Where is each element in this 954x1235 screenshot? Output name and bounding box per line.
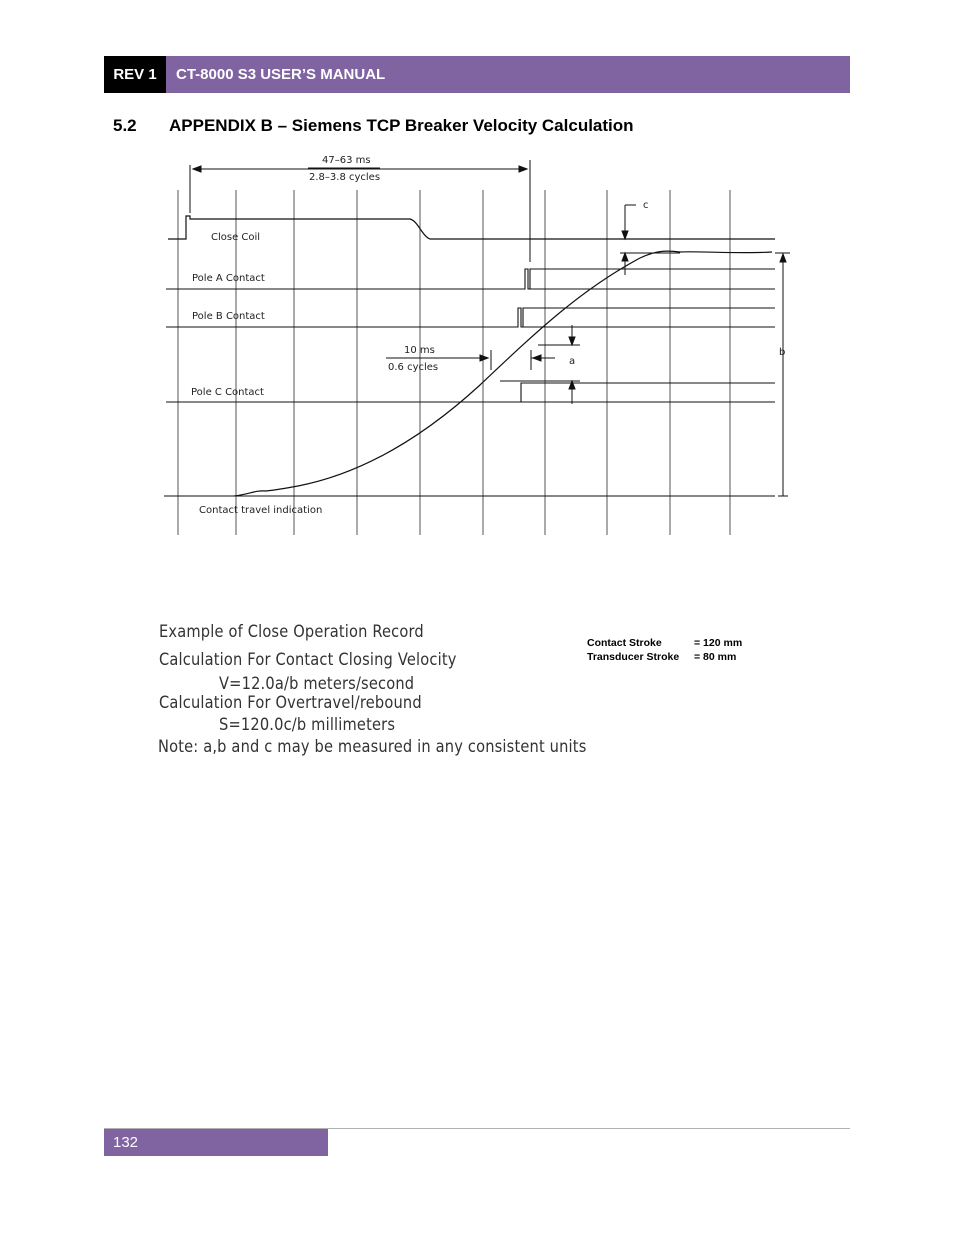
measure-a bbox=[500, 325, 580, 404]
measure-b bbox=[775, 253, 790, 496]
span-cycles-label: 2.8–3.8 cycles bbox=[309, 172, 381, 183]
pole-c-label: Pole C Contact bbox=[191, 387, 264, 398]
pole-b-label: Pole B Contact bbox=[192, 311, 265, 322]
page-number: 132 bbox=[113, 1134, 139, 1151]
revision-label: REV 1 bbox=[113, 66, 157, 83]
label-a: a bbox=[569, 356, 576, 367]
gap-ms-label: 10 ms bbox=[404, 345, 435, 356]
contact-travel-curve bbox=[234, 251, 772, 496]
section-title: APPENDIX B – Siemens TCP Breaker Velocity Calculation bbox=[169, 116, 634, 135]
label-c: c bbox=[643, 200, 649, 211]
note-velocity-heading: Calculation For Contact Closing Velocity bbox=[159, 650, 457, 670]
diagram-grid bbox=[178, 190, 730, 535]
timing-diagram bbox=[0, 0, 954, 560]
manual-title: CT-8000 S3 USER’S MANUAL bbox=[176, 66, 386, 83]
contact-stroke-label: Contact Stroke bbox=[587, 637, 662, 649]
close-coil-label: Close Coil bbox=[211, 232, 261, 243]
pole-a-label: Pole A Contact bbox=[192, 273, 265, 284]
note-example: Example of Close Operation Record bbox=[159, 622, 424, 642]
note-velocity-formula: V=12.0a/b meters/second bbox=[219, 674, 415, 694]
note-overtravel-formula: S=120.0c/b millimeters bbox=[219, 715, 396, 735]
transducer-stroke-value: = 80 mm bbox=[694, 651, 737, 663]
label-b: b bbox=[779, 347, 786, 358]
section-number: 5.2 bbox=[113, 116, 137, 135]
note-overtravel-heading: Calculation For Overtravel/rebound bbox=[159, 693, 422, 713]
transducer-stroke-label: Transducer Stroke bbox=[587, 651, 680, 663]
contact-stroke-value: = 120 mm bbox=[694, 637, 743, 649]
span-ms-label: 47–63 ms bbox=[322, 155, 371, 166]
note-units: Note: a,b and c may be measured in any consistent units bbox=[158, 737, 587, 757]
travel-label: Contact travel indication bbox=[199, 505, 323, 516]
gap-cycles-label: 0.6 cycles bbox=[388, 362, 439, 373]
